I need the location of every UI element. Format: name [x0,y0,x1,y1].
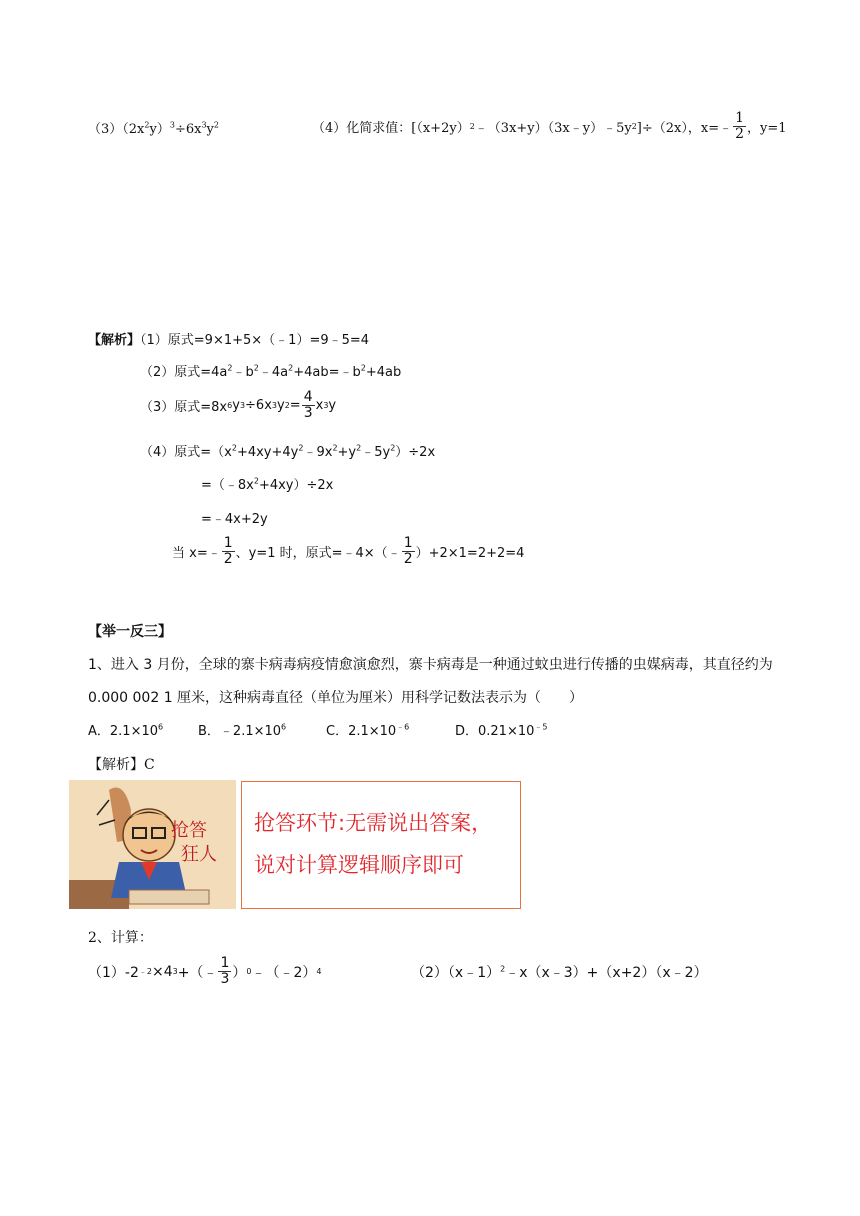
q2-part-2: （2）（x﹣1）$^2$﹣x（x﹣3）+（x+2）（x﹣2） [411,964,708,981]
fraction-half: $\frac{1}{2}$ [223,535,233,567]
problem-3: $(3)(2x^2y)^3\div 6x^3y^2$ [88,120,219,137]
cartoon-image [69,780,236,909]
q1-option-a: A．$2.1\times 10^6$ [88,722,164,739]
solution-line-1: 【解析】（1）原式=9×1+5×（﹣1）=9﹣5=4 [88,333,370,348]
quick-answer-line-1: 抢答环节:无需说出答案， [254,811,493,835]
q1-option-d: D．$0.21\times 10^{﹣5}$ [455,722,548,739]
q1-answer: 【解析】C [88,757,155,773]
solution-line-5: $=(﹣8x^2+4xy)\div 2x$ [201,476,334,493]
fraction-four-thirds: $\frac{4}{3}$ [303,389,313,421]
solution-line-7: 当 x=﹣ $\frac{1}{2}$ 、y=1 时，原式=﹣4×（﹣ $\frac{1}{2}$ ）+2×1=2+2=4 [172,535,525,567]
cartoon-caption-1: 抢答 [171,820,207,841]
quick-answer-figure [69,780,521,909]
section-heading: 【举一反三】 [88,624,172,640]
q1-line-2: 0.000 002 1 厘米，这种病毒直径（单位为厘米）用科学记数法表示为（ ） [88,690,584,706]
quick-answer-box [241,781,521,909]
solution-line-6: =﹣4x+2y [201,512,268,527]
q1-line-1: 1、进入 3 月份，全球的寨卡病毒病疫情愈演愈烈，寨卡病毒是一种通过蚊虫进行传播的虫媒病毒，其直径约为 [88,657,773,673]
solution-line-2: （2）原式$=4a^2﹣b^2﹣4a^2+4ab=﹣b^2+4ab$ [140,363,402,380]
q2-part-1: （1）-2 ﹣2 ×4 3 +（﹣ $\frac{1}{3}$ ） 0 ﹣（﹣2） 4 [88,955,322,987]
solution-line-3: （3）原式=8x 6 y 3 ÷6x 3 y 2 = $\frac{4}{3}$ x 3 y [140,389,337,421]
fraction-half: $\frac{1}{2}$ [735,110,745,142]
fraction-half: $\frac{1}{2}$ [403,535,413,567]
q2-title: 2、计算： [88,930,153,946]
quick-answer-line-2: 说对计算逻辑顺序即可 [254,853,464,877]
solution-line-4: （4）原式$=(x^2+4xy+4y^2﹣9x^2+y^2﹣5y^2)\div 2x$ [140,443,436,460]
q1-option-c: C．$2.1\times 10^{﹣6}$ [326,722,410,739]
q1-option-b: B．$﹣2.1\times 10^6$ [198,722,287,739]
fraction-one-third: $\frac{1}{3}$ [220,955,230,987]
cartoon-caption-2: 狂人 [181,844,217,865]
problem-4: （4）化简求值： [（x+2y） 2 ﹣（3x+y）（3x﹣y）﹣5y 2 ]÷（2x），x=﹣ $\frac{1}{2}$ ，y=1 [312,110,787,142]
